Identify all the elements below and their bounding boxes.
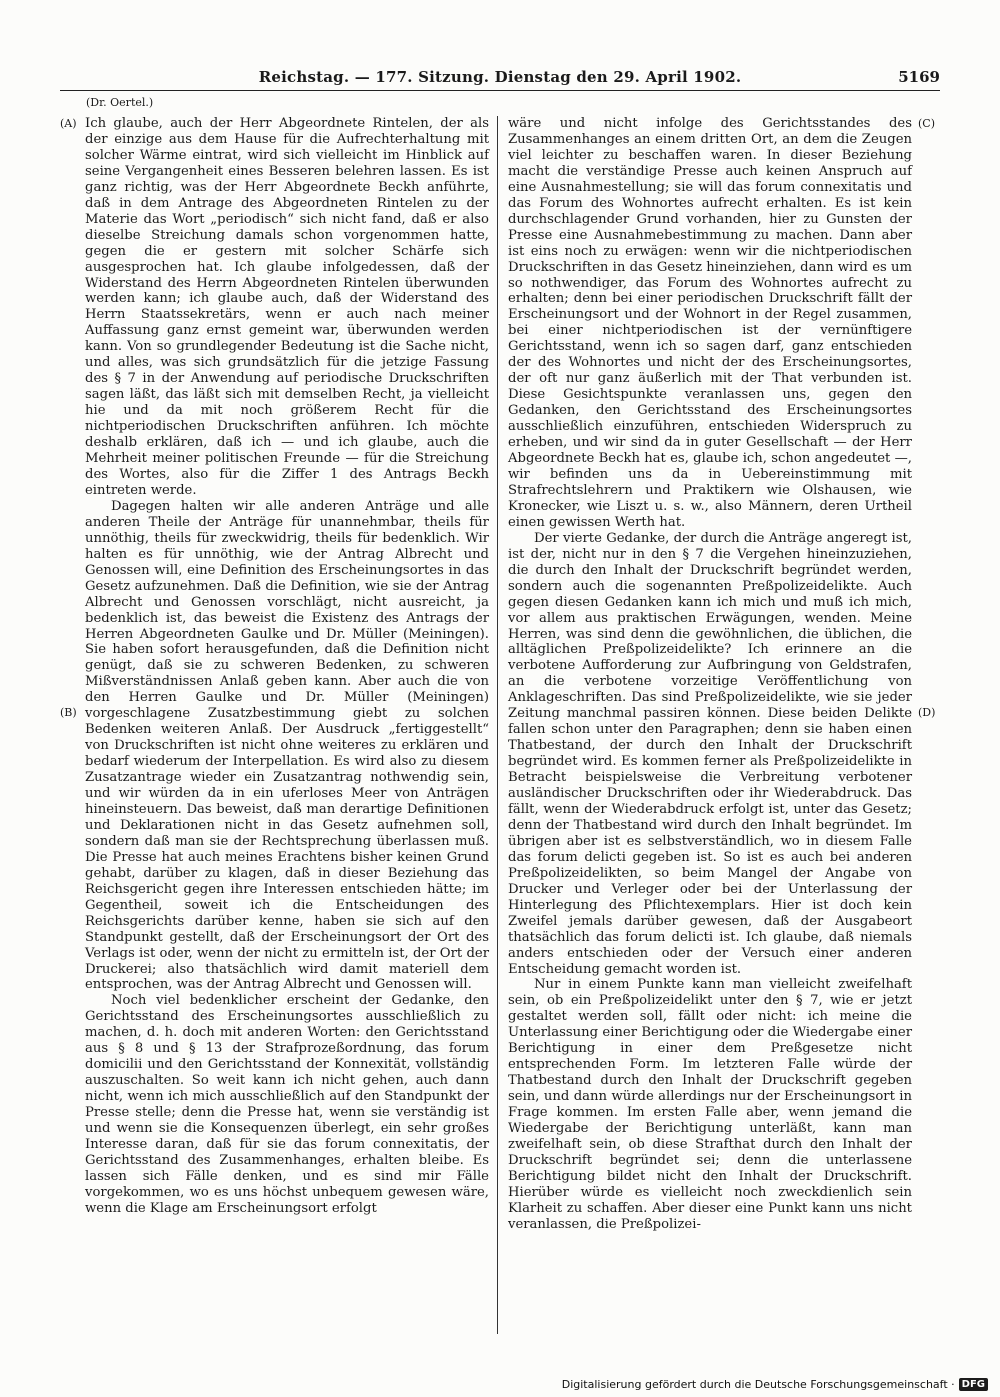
running-title: Reichstag. — 177. Sitzung. Dienstag den 29. April 1902. <box>258 68 742 86</box>
margin-marker-b: (B) <box>60 706 77 719</box>
margin-marker-a: (A) <box>60 117 77 130</box>
digitization-credit <box>562 1378 988 1391</box>
paragraph: wäre und nicht infolge des Gerichtsstandes des Zusammenhanges an einem dritten Ort, an dem die Zeugen viel leichter zu beschaffen waren. In dieser Beziehung macht die verständige Presse auch keinen Anspruch auf eine Ausnahmestellung; sie will das forum connexitatis und das Forum des Wohnortes aufrecht erhalten. Es ist kein durchschlagender Grund vorhanden, hier zu Gunsten der Presse eine Ausnahmebestimmung zu machen. Dann aber ist eins noch zu erwägen: wenn wir die nichtperiodischen Druckschriften in das Gesetz hineinziehen, dann wird es um so nothwendiger, das Forum des Wohnortes aufrecht zu erhalten; denn bei einer periodischen Druckschrift fällt der Erscheinungsort und der Wohnort in der Regel zusammen, bei einer nichtperiodischen ist der vernünftigere Gerichtsstand, wenn ich so sagen darf, ganz entschieden der des Wohnortes und nicht der des Erscheinungsortes, der oft nur ganz äußerlich mit der That verbunden ist. Diese Gesichtspunkte veranlassen uns, gegen den Gedanken, den Gerichtsstand des Erscheinungsortes ausschließlich einzuführen, entschieden Widerspruch zu erheben, und wir sind da in guter Gesellschaft — der Herr Abgeordnete Beckh hat es, glaube ich, schon angedeutet —, wir befinden uns da in Uebereinstimmung mit Strafrechtslehrern und Praktikern wie Olshausen, wie Kronecker, wie Liszt u. s. w., also Männern, deren Urtheil einen gewissen Werth hat. <box>508 116 912 530</box>
credit-text: Digitalisierung gefördert durch die Deutsche Forschungsgemeinschaft · <box>561 1378 955 1391</box>
paragraph: Noch viel bedenklicher erscheint der Gedanke, den Gerichtsstand des Erscheinungsortes ausschließlich zu machen, d. h. doch mit anderen Worten: den Gerichtsstand aus § 8 und § 13 der Strafprozeßordnung, das forum domicilii und den Gerichtsstand der Konnexität, vollständig auszuschalten. So weit kann ich nicht gehen, auch dann nicht, wenn ich mich ausschließlich auf den Standpunkt der Presse stelle; denn die Presse hat, wenn sie verständig ist und wenn sie die Konsequenzen überlegt, ein sehr großes Interesse daran, daß für sie das forum connexitatis, der Gerichtsstand des Zusammenhanges, erhalten bleibe. Es lassen sich Fälle denken, und es sind mir Fälle vorgekommen, wo es uns höchst unbequem gewesen wäre, wenn die Klage am Erscheinungsort erfolgt <box>85 993 489 1216</box>
paragraph: Der vierte Gedanke, der durch die Anträge angeregt ist, ist der, nicht nur in den § 7 die Vergehen hineinzuziehen, die durch den Inhalt der Druckschrift begründet werden, sondern auch die sogenannten Preßpolizeidelikte. Auch gegen diesen Gedanken kann ich mich und muß ich mich, vor allem aus praktischen Erwägungen, wenden. Meine Herren, was sind denn die gewöhnlichen, die üblichen, die alltäglichen Preßpolizeidelikte? Ich erinnere an die verbotene Aufforderung zur Aufbringung von Geldstrafen, an die verbotene vorzeitige Veröffentlichung von Anklageschriften. Das sind Preßpolizeidelikte, wie sie jeder Zeitung manchmal passiren können. Diese beiden Delikte fallen schon unter den Paragraphen; denn sie haben einen Thatbestand, der durch den Inhalt der Druckschrift begründet wird. Es kommen ferner als Preßpolizeidelikte in Betracht beispielsweise die Verbreitung verbotener ausländischer Druckschriften oder ihr Wiederabdruck. Das fällt, wenn der Wiederabdruck erfolgt ist, unter das Gesetz; denn der Thatbestand wird durch den Inhalt begründet. Im übrigen aber ist es selbstverständlich, wo in diesem Falle das forum delicti gegeben ist. So ist es auch bei anderen Preßpolizeidelikten, so beim Mangel der Angabe von Drucker und Verleger oder bei der Unterlassung der Hinterlegung des Pflichtexemplars. Hier ist doch kein Zweifel jemals darüber gewesen, daß der Ausgabeort thatsächlich das forum delicti ist. Ich glaube, daß niemals anders entschieden oder der Versuch einer anderen Entscheidung gemacht worden ist. <box>508 530 912 977</box>
right-column <box>508 116 912 1233</box>
margin-marker-d: (D) <box>918 706 936 719</box>
margin-marker-c: (C) <box>918 117 935 130</box>
paragraph: Dagegen halten wir alle anderen Anträge und alle anderen Theile der Anträge für unannehmbar, theils für unnöthig, theils für zweckwidrig, theils für bedenklich. Wir halten es für unnöthig, wie der Antrag Albrecht und Genossen will, eine Definition des Erscheinungsortes in das Gesetz aufzunehmen. Daß die Definition, wie sie der Antrag Albrecht und Genossen vorschlägt, nicht ausreicht, ja bedenklich ist, das beweist die Existenz des Antrags der Herren Abgeordneten Gaulke und Dr. Müller (Meiningen). Sie haben sofort herausgefunden, daß die Definition nicht genügt, daß sie zu schweren Bedenken, zu schweren Mißverständnissen Anlaß geben kann. Aber auch die von den Herren Gaulke und Dr. Müller (Meiningen) vorgeschlagene Zusatzbestimmung giebt zu solchen Bedenken weiteren Anlaß. Der Ausdruck „fertiggestellt“ von Druckschriften ist nicht ohne weiteres zu erklären und bedarf wiederum der Interpellation. Es wird also zu diesem Zusatzantrage wieder ein Zusatzantrag nothwendig sein, und wir würden da in ein uferloses Meer von Anträgen hineinsteuern. Das beweist, daß man derartige Definitionen und Deklarationen nicht in das Gesetz aufnehmen soll, sondern daß man sie der Rechtsprechung überlassen muß. Die Presse hat auch meines Erachtens bisher keinen Grund gehabt, darüber zu klagen, daß in dieser Beziehung das Reichsgericht gegen ihre Interessen entschieden hätte; im Gegentheil, soweit ich die Entscheidungen des Reichsgerichts darüber kenne, haben sie sich auf den Standpunkt gestellt, daß der Erscheinungsort der Ort des Verlags ist oder, wenn der nicht zu ermitteln ist, der Ort der Druckerei; also thatsächlich wird damit materiell dem entsprochen, was der Antrag Albrecht und Genossen will. <box>85 498 489 993</box>
paragraph: Nur in einem Punkte kann man vielleicht zweifelhaft sein, ob ein Preßpolizeidelikt unter den § 7, wie er jetzt gestaltet werden soll, fällt oder nicht: ich meine die Unterlassung einer Berichtigung oder die Wiedergabe einer Berichtigung in einer dem Preßgesetze nicht entsprechenden Form. Im letzteren Falle würde der Thatbestand durch den Inhalt der Druckschrift gegeben sein, und dann würde allerdings nur der Erscheinungsort in Frage kommen. Im ersten Falle aber, wenn jemand die Wiedergabe der Berichtigung unterläßt, kann man zweifelhaft sein, ob diese Strafthat durch den Inhalt der Druckschrift begründet sei; denn die unterlassene Berichtigung bildet nicht den Inhalt der Druckschrift. Hierüber würde es vielleicht noch zweckdienlich sein Klarheit zu schaffen. Aber dieser eine Punkt kann uns nicht veranlassen, die Preßpolizei- <box>508 977 912 1232</box>
column-divider <box>497 116 498 1334</box>
paragraph: Ich glaube, auch der Herr Abgeordnete Rintelen, der als der einzige aus dem Hause für die Aufrechterhaltung mit solcher Wärme eintrat, wird sich vielleicht im Hinblick auf seine Vergangenheit eines Besseren belehren lassen. Es ist ganz richtig, was der Herr Abgeordnete Beckh anführte, daß in dem Antrage des Abgeordneten Rintelen zu der Materie das Wort „periodisch“ sich nicht fand, daß er also dieselbe Streichung damals schon vorgenommen hatte, gegen die er gestern mit solcher Schärfe sich ausgesprochen hat. Ich glaube infolgedessen, daß der Widerstand des Herrn Abgeordneten Rintelen überwunden werden kann; ich glaube auch, daß der Widerstand des Herrn Staatssekretärs, wenn er auch nach meiner Auffassung ganz ernst gemeint war, überwunden werden kann. Von so grundlegender Bedeutung ist die Sache nicht, und alles, was sich grundsätzlich für die jetzige Fassung des § 7 in der Anwendung auf periodische Druckschriften sagen läßt, das läßt sich mit demselben Recht, ja vielleicht hie und da mit noch größerem Recht für die nichtperiodischen Druckschriften anführen. Ich möchte deshalb erklären, daß ich — und ich glaube, auch die Mehrheit meiner politischen Freunde — für die Streichung des Wortes, also für die Ziffer 1 des Antrags Beckh eintreten werde. <box>85 116 489 498</box>
left-column <box>85 116 489 1217</box>
page-header <box>60 68 940 91</box>
dfg-logo-icon: DFG <box>959 1378 988 1391</box>
speaker-label: (Dr. Oertel.) <box>86 96 154 109</box>
page-number: 5169 <box>898 68 940 86</box>
